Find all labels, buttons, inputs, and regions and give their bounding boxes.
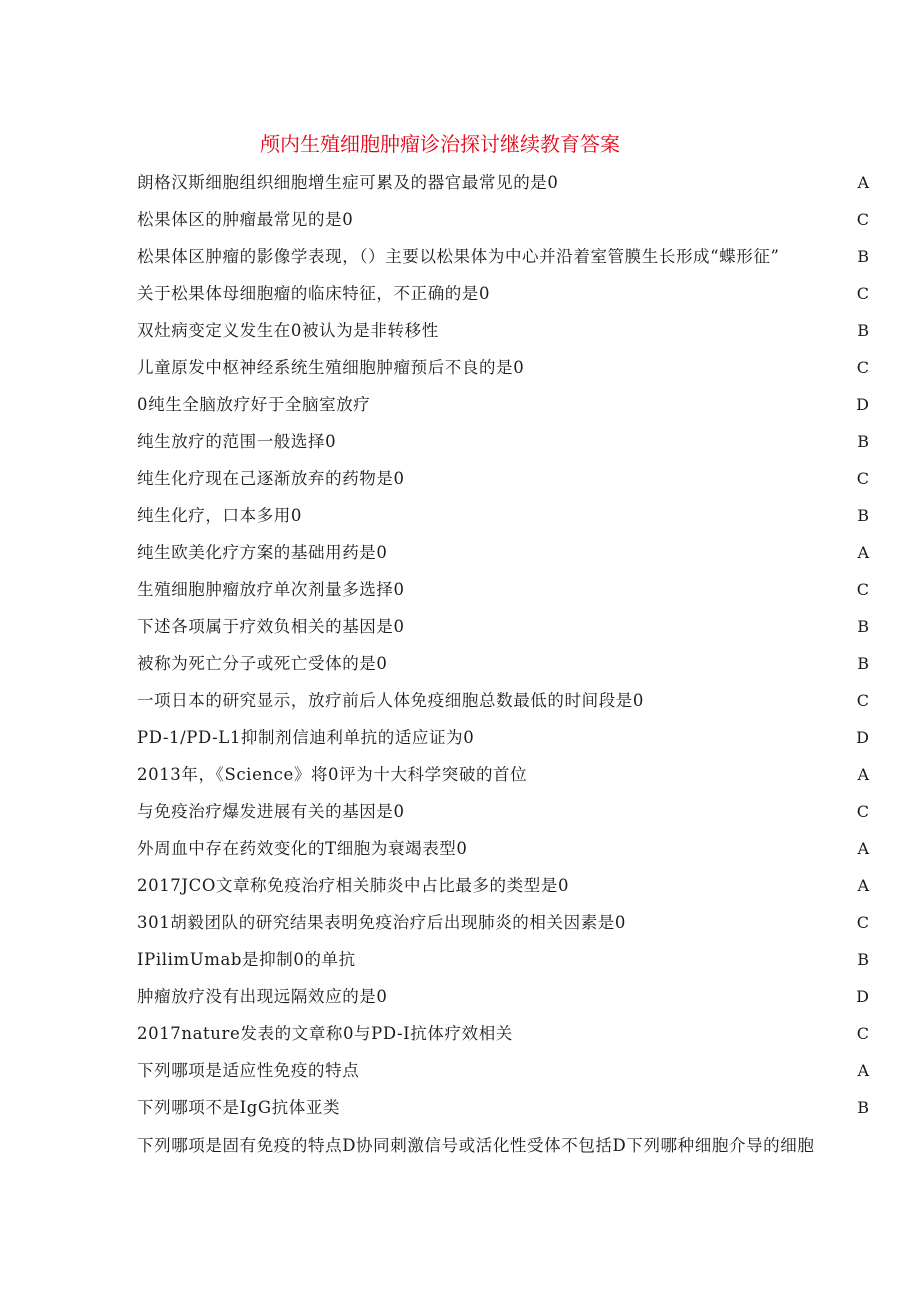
question-row [137,834,873,871]
question-text: 下述各项属于疗效负相关的基因是0 [137,617,405,636]
question-row [137,723,873,760]
question-text: 生殖细胞肿瘤放疗单次剂量多选择0 [137,580,405,599]
question-text: 朗格汉斯细胞组织细胞增生症可累及的器官最常见的是0 [137,173,559,192]
question-row [137,760,873,797]
question-text: 2017JCO文章称免疫治疗相关肺炎中占比最多的类型是0 [137,876,570,895]
answer-letter: C [856,210,869,229]
answer-letter: B [857,432,869,451]
question-row [137,316,873,353]
answer-letter: B [857,654,869,673]
question-row [137,1056,873,1093]
answer-letter: D [856,728,869,747]
question-row [137,242,873,279]
question-row [137,575,873,612]
question-text: 纯生化疗，口本多用0 [137,506,302,525]
question-text: 纯生欧美化疗方案的基础用药是0 [137,543,388,562]
answer-letter: B [857,950,869,969]
answer-letter: C [856,580,869,599]
answer-letter: A [857,876,869,895]
answer-letter: D [856,987,869,1006]
answer-letter: B [857,1098,869,1117]
question-text: IPilimUmab是抑制0的单抗 [137,950,356,969]
answer-letter: C [856,913,869,932]
question-row [137,612,873,649]
question-row [137,427,873,464]
question-text: PD-1/PD-L1抑制剂信迪利单抗的适应证为0 [137,728,475,747]
answer-letter: B [857,247,869,266]
answer-letter: C [856,284,869,303]
answer-letter: A [857,543,869,562]
question-row [137,686,873,723]
question-row [137,353,873,390]
question-text: 松果体区的肿瘤最常见的是0 [137,210,354,229]
answer-letter: C [856,1024,869,1043]
question-row [137,501,873,538]
question-text: 外周血中存在药效变化的T细胞为衰竭表型0 [137,839,468,858]
question-row [137,168,873,205]
question-text: 儿童原发中枢神经系统生殖细胞肿瘤预后不良的是0 [137,358,525,377]
answer-letter: C [856,691,869,710]
answer-letter: A [857,1061,869,1080]
question-row [137,982,873,1019]
question-row [137,1093,873,1130]
document-title: 颅内生殖细胞肿瘤诊治探讨继续教育答案 [260,132,620,156]
question-text: 2017nature发表的文章称0与PD-I抗体疗效相关 [137,1024,513,1043]
answer-letter: A [857,765,869,784]
question-text: 被称为死亡分子或死亡受体的是0 [137,654,388,673]
question-answer-list [137,168,873,1130]
question-text: 纯生化疗现在己逐渐放弃的药物是0 [137,469,405,488]
question-row [137,205,873,242]
question-text: 双灶病变定义发生在0被认为是非转移性 [137,321,439,340]
question-text: 0纯生全脑放疗好于全脑室放疗 [137,395,371,414]
question-row [137,649,873,686]
answer-letter: B [857,506,869,525]
answer-letter: C [856,358,869,377]
question-row [137,1019,873,1056]
question-row [137,464,873,501]
trailing-text-line: 下列哪项是固有免疫的特点D协同刺激信号或活化性受体不包括D下列哪种细胞介导的细胞 [137,1136,815,1155]
answer-letter: D [856,395,869,414]
question-row [137,279,873,316]
question-text: 关于松果体母细胞瘤的临床特征，不正确的是0 [137,284,491,303]
question-text: 肿瘤放疗没有出现远隔效应的是0 [137,987,388,1006]
answer-letter: B [857,321,869,340]
question-text: 松果体区肿瘤的影像学表现，（）主要以松果体为中心并沿着室管膜生长形成“蝶形征” [137,247,780,266]
question-text: 纯生放疗的范围一般选择0 [137,432,337,451]
question-text: 与免疫治疗爆发进展有关的基因是0 [137,802,405,821]
question-row [137,390,873,427]
question-text: 下列哪项是适应性免疫的特点 [137,1061,360,1080]
question-text: 301胡毅团队的研究结果表明免疫治疗后出现肺炎的相关因素是0 [137,913,626,932]
answer-letter: A [857,839,869,858]
question-row [137,908,873,945]
question-row [137,797,873,834]
question-text: 2013年，《Science》将0评为十大科学突破的首位 [137,765,528,784]
answer-letter: B [857,617,869,636]
answer-letter: C [856,469,869,488]
question-text: 下列哪项不是IgG抗体亚类 [137,1098,341,1117]
question-text: 一项日本的研究显示，放疗前后人体免疫细胞总数最低的时间段是0 [137,691,644,710]
answer-letter: C [856,802,869,821]
question-row [137,871,873,908]
answer-letter: A [857,173,869,192]
question-row [137,538,873,575]
question-row [137,945,873,982]
